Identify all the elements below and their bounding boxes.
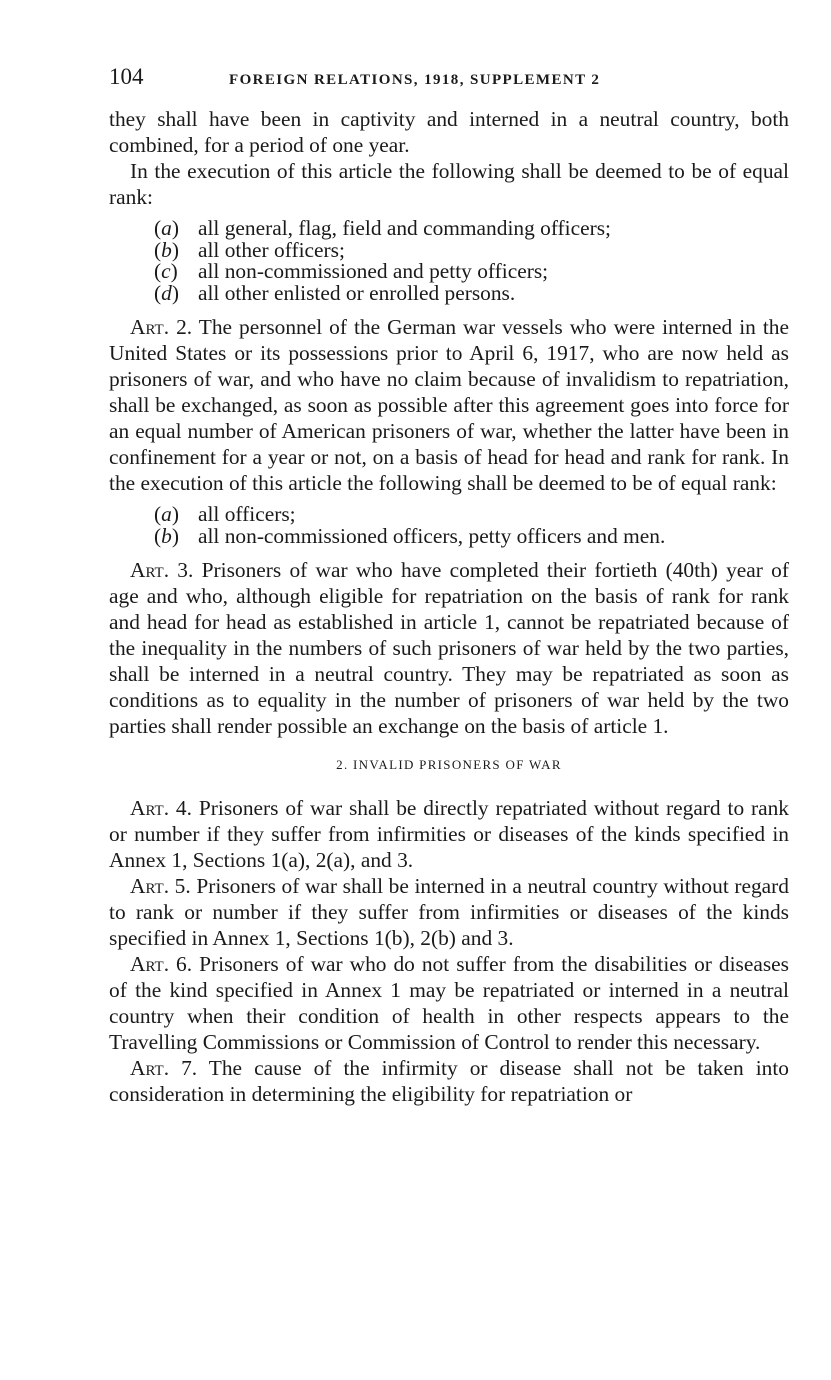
article-label: Art. 3. (130, 558, 194, 582)
article-text: Prisoners of war who have completed their fortieth (40th) year of age and who, although eligible for repatriation on the basis of rank for rank and head for head as established in article 1, cannot be repatriated because of the inequality in the numbers of such prisoners of war held by the two parties, shall be interned in a neutral country. They may be repatriated as soon as conditions as to equality in the number of prisoners of war held by the two parties shall render possible an exchange on the basis of article 1. (109, 558, 789, 738)
page-number: 104 (109, 64, 144, 89)
article-label: Art. 7. (130, 1056, 198, 1080)
running-head (109, 64, 789, 96)
article-text: Prisoners of war who do not suffer from the disabilities or diseases of the kind specified in Annex 1 may be repatriated or interned in a neutral country when their condition of health in other respects appears to the Travelling Commissions or Commission of Control to render this necessary. (109, 952, 790, 1054)
paragraph-equal-rank: In the execution of this article the following shall be deemed to be of equal rank: (109, 159, 789, 209)
list-item-text: all general, flag, field and commanding officers; (198, 216, 612, 240)
list-item-text: all other officers; (198, 237, 345, 262)
list-item: (b) all non-commissioned officers, petty officers and men. (154, 523, 666, 548)
list-item-text: all non-commissioned officers, petty officers and men. (198, 523, 666, 548)
list-item-text: all non-commissioned and petty officers; (198, 259, 549, 283)
list-item: (b) all other officers; (154, 237, 345, 262)
list-item: (d) all other enlisted or enrolled persons. (154, 280, 516, 305)
article-2 (109, 314, 789, 496)
article-6 (109, 951, 789, 1055)
article-text: The personnel of the German war vessels who were interned in the United States or its possessions prior to April 6, 1917, who are now held as prisoners of war, and who have no claim because of invalidism to repatriation, shall be exchanged, as soon as possible after this agreement goes into force for an equal number of American prisoners of war, whether the latter have been in confinement for a year or not, on a basis of head for head and rank for rank. In the execution of this article the following shall be deemed to be of equal rank: (109, 315, 789, 495)
section-heading: 2. INVALID PRISONERS OF WAR (336, 757, 562, 772)
list-marker: b (161, 523, 172, 548)
article-text: The cause of the infirmity or disease shall not be taken into consideration in determining the eligibility for repatriation or (109, 1056, 789, 1106)
article-4 (109, 795, 789, 873)
list-item: (a) all officers; (154, 502, 296, 526)
document-page (109, 64, 789, 1107)
list-marker: a (161, 502, 172, 526)
article-label: Art. 2. (130, 315, 193, 339)
list-item-text: all officers; (198, 502, 296, 526)
list-marker: c (161, 259, 171, 283)
article-7 (109, 1055, 789, 1107)
article-label: Art. 5. (130, 874, 191, 898)
paragraph-continuation: they shall have been in captivity and interned in a neutral country, both combined, for a period of one year. (109, 107, 789, 157)
rank-list-1 (154, 218, 789, 304)
list-marker: d (161, 280, 172, 305)
article-text: Prisoners of war shall be directly repatriated without regard to rank or number if they suffer from infirmities or diseases of the kinds specified in Annex 1, Sections 1(a), 2(a), and 3. (109, 796, 790, 872)
list-marker: b (161, 237, 172, 262)
article-label: Art. 4. (130, 796, 192, 820)
article-text: Prisoners of war shall be interned in a neutral country without regard to rank or number if they suffer from infirmities or diseases of the kinds specified in Annex 1, Sections 1(b), 2(b) and 3. (109, 874, 789, 950)
running-title: FOREIGN RELATIONS, 1918, SUPPLEMENT 2 (229, 72, 601, 88)
list-item: (a) all general, flag, field and commanding officers; (154, 216, 612, 240)
list-item-text: all other enlisted or enrolled persons. (198, 280, 516, 305)
rank-list-2 (154, 504, 789, 547)
list-marker: a (161, 216, 172, 240)
article-label: Art. 6. (130, 952, 193, 976)
article-5 (109, 873, 789, 951)
article-3 (109, 557, 789, 739)
list-item: (c) all non-commissioned and petty officers; (154, 259, 549, 283)
